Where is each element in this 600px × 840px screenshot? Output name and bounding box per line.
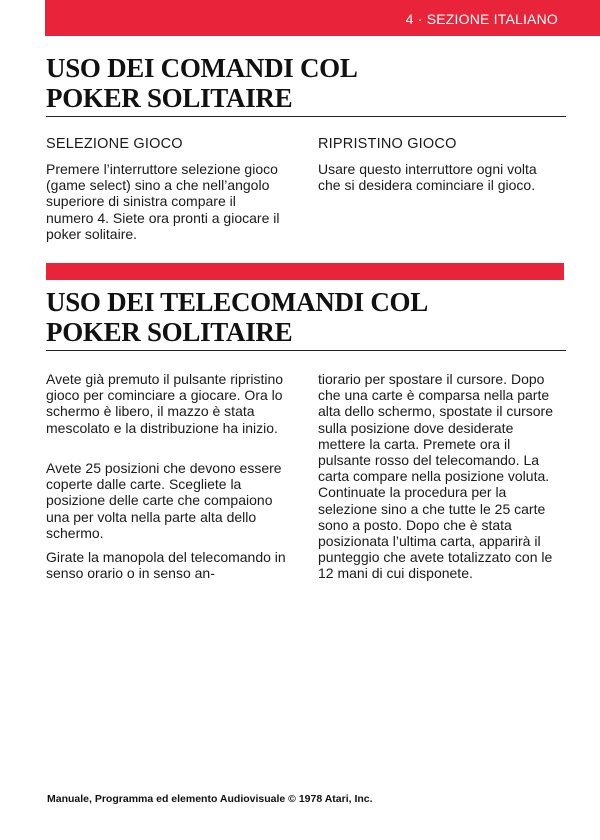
ripristino-gioco-text: Usare questo interruttore ogni volta che si desidera cominciare il gioco. (318, 161, 537, 194)
header-bar (45, 0, 600, 36)
section2-title-line1: USO DEI TELECOMANDI COL (46, 287, 428, 317)
telecomandi-paragraph-1: Avete già premuto il pulsante ripristino gioco per cominciare a giocare. Ora lo schermo è libero, il mazzo è stata mescolato e la distribuzione ha inizio. (46, 371, 284, 436)
telecomandi-paragraph-3: Girate la manopola del telecomando in senso orario o in senso an- (46, 549, 286, 582)
section1-title-line2: POKER SOLITAIRE (46, 83, 293, 113)
section2-title-line2: POKER SOLITAIRE (46, 317, 293, 347)
selezione-gioco-heading: SELEZIONE GIOCO (46, 136, 183, 152)
ripristino-gioco-heading: RIPRISTINO GIOCO (318, 136, 457, 152)
selezione-gioco-text: Premere l’interruttore selezione gioco (game select) sino a che nell’angolo superiore di sinistra compare il numero 4. Siete ora pronti a giocare il poker solitaire. (46, 161, 280, 242)
section1-divider (46, 116, 566, 117)
telecomandi-paragraph-right: tiorario per spostare il cursore. Dopo che una carte è comparsa nella parte alta dello schermo, spostate il cursore sulla posizione dove desiderate mettere la carta. Premete ora il pulsante rosso del telecomando. La carta compare nella posizione voluta. Continuate la procedura per la selezione sino a che tutte le 25 carte sono a posto. Dopo che è stata posizionata l’ultima carta, apparirà il punteggio che avete totalizzato con le 12 mani di cui disponete. (318, 371, 553, 582)
section1-title (46, 53, 358, 113)
copyright-footer: Manuale, Programma ed elemento Audiovisuale © 1978 Atari, Inc. (47, 793, 373, 805)
section1-title-line1: USO DEI COMANDI COL (46, 53, 358, 83)
section2-title (46, 287, 428, 347)
section2-divider (46, 350, 566, 351)
section-label: 4 · SEZIONE ITALIANO (405, 11, 558, 27)
section-divider-band (46, 263, 564, 280)
telecomandi-paragraph-2: Avete 25 posizioni che devono essere coperte dalle carte. Scegliete la posizione delle carte che compaiono una per volta nella parte alta dello schermo. (46, 460, 282, 541)
